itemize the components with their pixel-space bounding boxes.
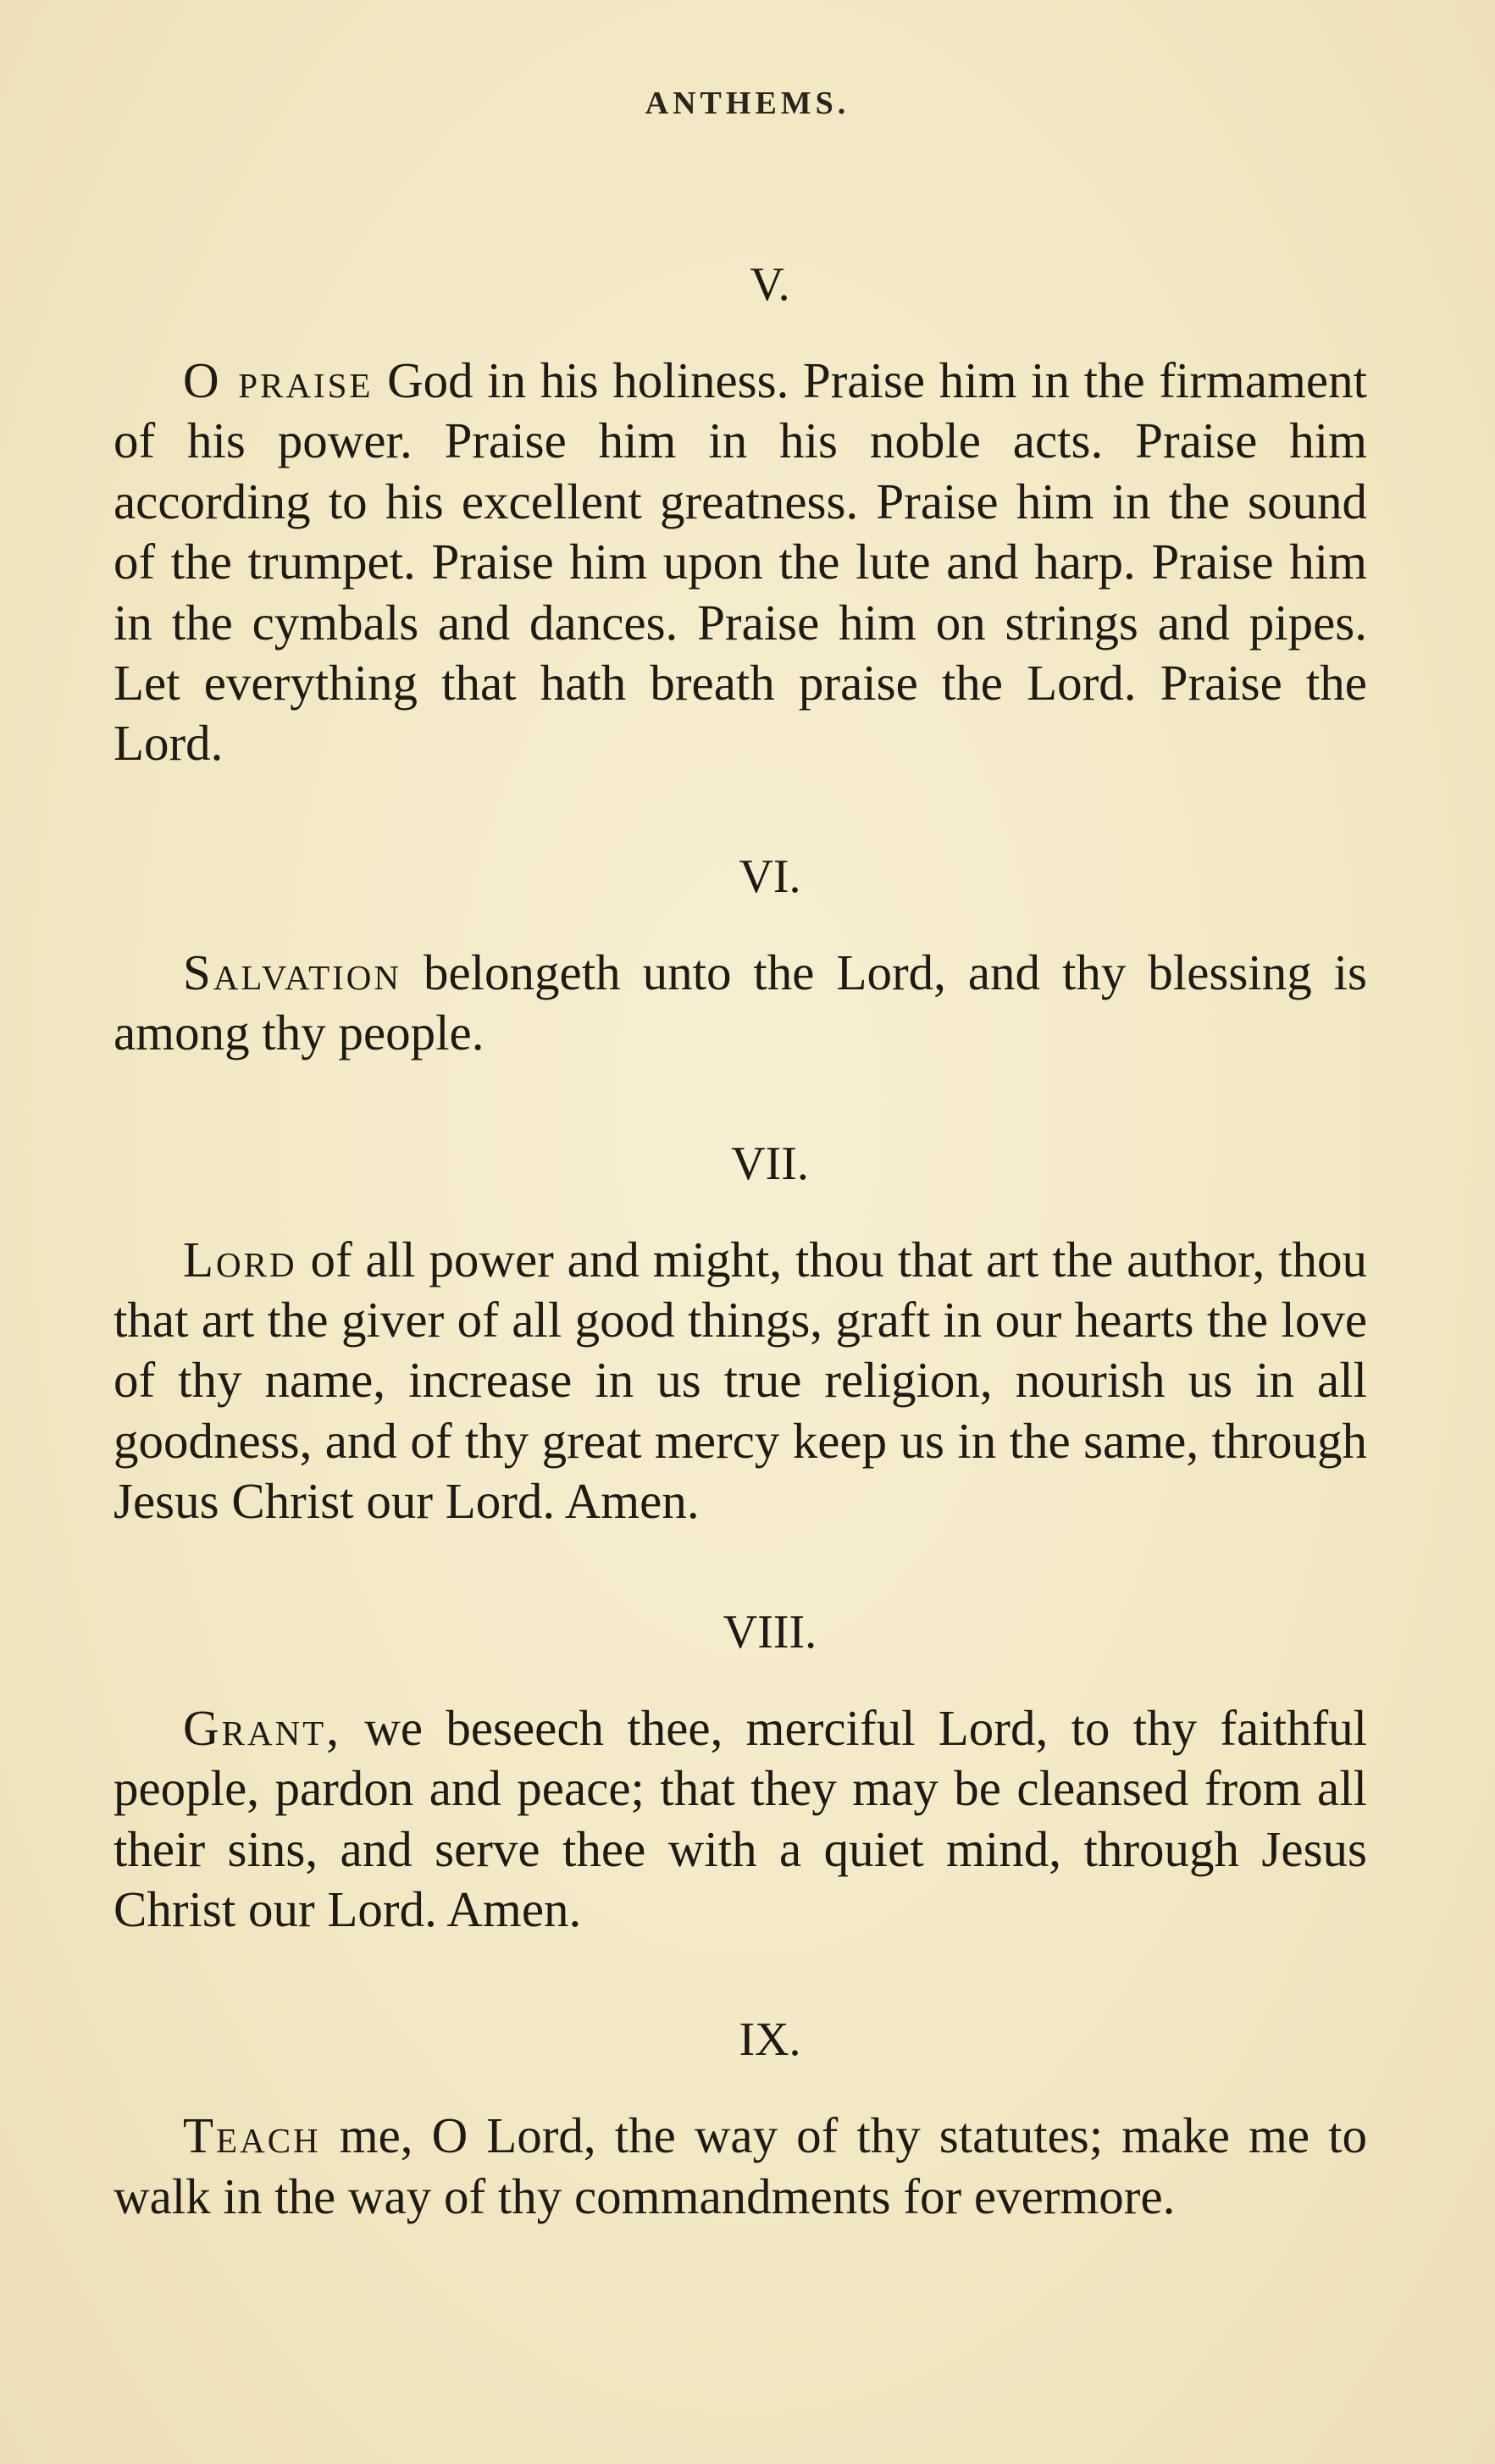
section-gap: [114, 1532, 1367, 1602]
anthem-body: we beseech thee, merciful Lord, to thy faithful people, pardon and peace; that they may be cleansed from all their sins, and serve thee with a quiet mind, through Jesus Christ our Lord. Amen.: [114, 1699, 1368, 1937]
anthem-lead-words: Salvation: [183, 944, 402, 1000]
section-gap: [114, 774, 1367, 846]
anthem-numeral: V.: [750, 258, 790, 311]
anthem-lead-words: O praise: [183, 352, 374, 408]
section-gap: [114, 1940, 1367, 2009]
anthem-numeral: VII.: [731, 1137, 809, 1190]
anthem-lead-words: Grant,: [183, 1699, 341, 1756]
anthem-lead-words: Lord: [183, 1231, 297, 1287]
anthem-v: [114, 254, 1367, 774]
anthem-numeral: IX.: [739, 2013, 801, 2067]
anthem-numeral: VIII.: [723, 1605, 817, 1658]
anthem-vi: [114, 846, 1367, 1064]
anthem-viii: [114, 1602, 1367, 1941]
anthem-text: [114, 351, 1367, 774]
running-head: ANTHEMS.: [645, 86, 850, 121]
anthem-body: belongeth unto the Lord, and thy blessing is among thy people.: [114, 944, 1368, 1061]
anthem-text: [114, 943, 1367, 1064]
anthem-body: God in his holiness. Praise him in the firmament of his power. Praise him in his noble acts. Praise him according to his excellent greatness. Praise him in the sound of the trumpet. Praise him upon the lute and harp. Praise him in the cymbals and dances. Praise him on strings and pipes. Let everything that hath breath praise the Lord. Praise the Lord.: [114, 352, 1367, 772]
anthem-body: me, O Lord, the way of thy statutes; make me to walk in the way of thy commandments for evermore.: [114, 2107, 1368, 2224]
anthem-text: [114, 2106, 1367, 2227]
text-block: [114, 254, 1367, 2227]
anthem-body: of all power and might, thou that art the author, thou that art the giver of all good things, graft in our hearts the love of thy name, increase in us true religion, nourish us in all goodness, and of thy great mercy keep us in the same, through Jesus Christ our Lord. Amen.: [114, 1231, 1367, 1530]
anthem-text: [114, 1698, 1367, 1941]
anthem-ix: [114, 2009, 1367, 2227]
anthem-lead-words: Teach: [183, 2107, 321, 2164]
anthem-text: [114, 1230, 1367, 1532]
section-gap: [114, 1064, 1367, 1133]
anthem-vii: [114, 1133, 1367, 1532]
anthem-numeral: VI.: [739, 850, 801, 903]
